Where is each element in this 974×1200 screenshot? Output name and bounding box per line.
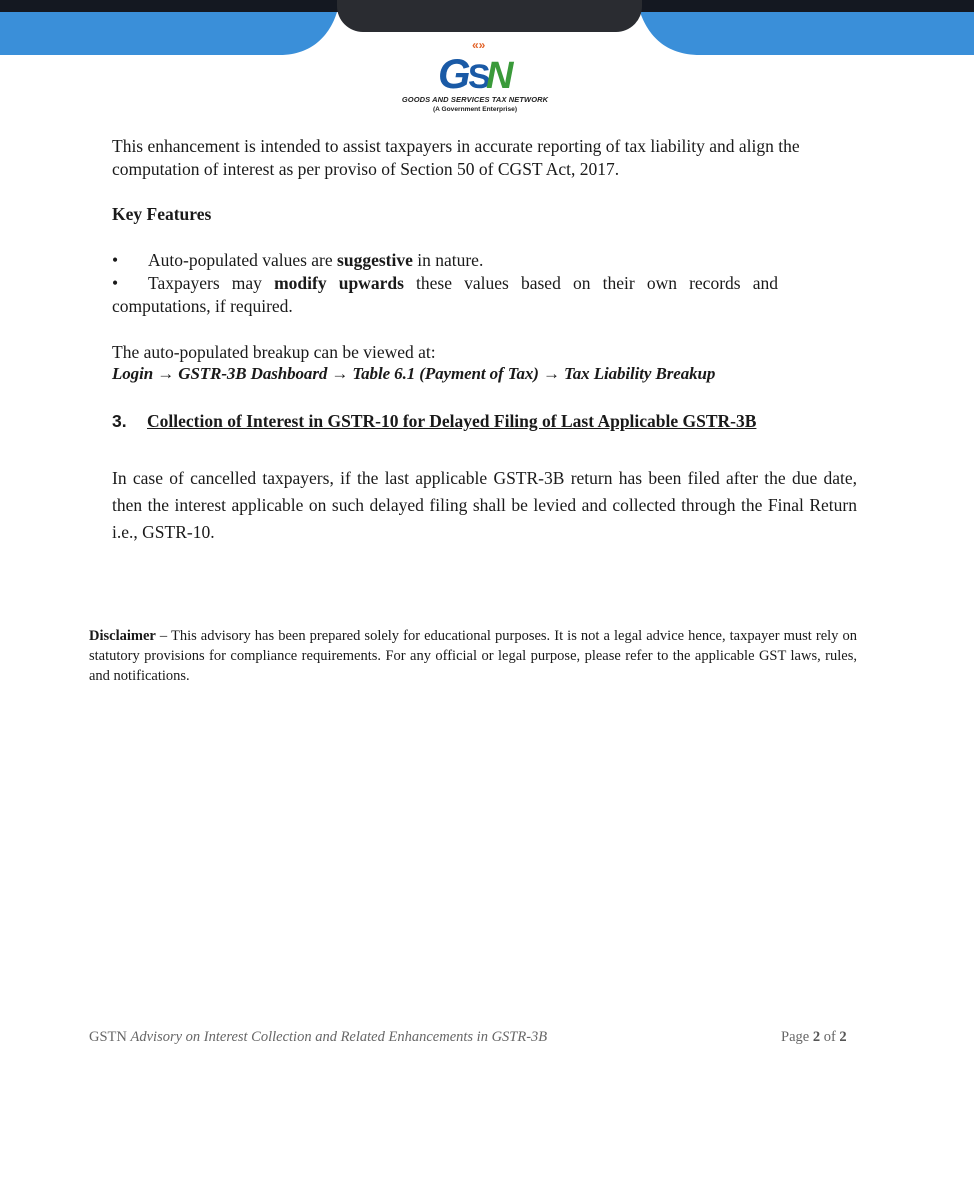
section-number: 3.	[112, 411, 127, 431]
svg-text:«»: «»	[472, 38, 486, 52]
page-current: 2	[812, 1029, 821, 1045]
section-title: Collection of Interest in GSTR-10 for Delayed Filing of Last Applicable GSTR-3B	[147, 411, 757, 431]
page-of: of	[823, 1029, 836, 1045]
breakup-intro: The auto-populated breakup can be viewed at:	[112, 342, 436, 362]
org-name: GOODS AND SERVICES TAX NETWORK	[401, 95, 549, 104]
gstn-logo	[395, 38, 555, 122]
footer-doc-title: Advisory on Interest Collection and Related Enhancements in GSTR-3B	[130, 1029, 548, 1045]
footer-org: GSTN	[89, 1029, 127, 1045]
list-item	[112, 249, 778, 272]
svg-text:N: N	[486, 55, 514, 92]
key-features-list	[112, 249, 778, 318]
svg-text:G: G	[438, 50, 471, 92]
item2-text-after: these values based on their own records and	[403, 273, 778, 293]
list-item	[112, 272, 778, 295]
gstn-logo-mark	[430, 38, 520, 92]
org-subtitle: (A Government Enterprise)	[432, 106, 518, 113]
page-total: 2	[839, 1029, 847, 1045]
section-3-heading	[112, 411, 756, 432]
item1-text-after: in nature.	[412, 250, 484, 270]
item1-bold: suggestive	[337, 250, 413, 270]
item2-bold: modify upwards	[274, 273, 404, 293]
disclaimer-text: – This advisory has been prepared solely for educational purposes. It is not a legal advice hence, taxpayer must rely on statutory provisions for compliance requirements. For any official or legal purpose, please refer to the applicable GST laws, rules, and notifications.	[89, 628, 857, 684]
bullet-icon: •	[112, 250, 119, 270]
item2-continuation: computations, if required.	[112, 296, 293, 316]
disclaimer-label: Disclaimer	[89, 628, 156, 644]
section-3-body: In case of cancelled taxpayers, if the last applicable GSTR-3B return has been filed after the due date, then the interest applicable on such delayed filing shall be levied and collected through the Final Return i.e., GSTR-10.	[112, 468, 857, 542]
device-notch	[337, 0, 642, 32]
page-label: Page	[781, 1029, 810, 1045]
footer-title	[89, 1029, 547, 1046]
svg-text:S: S	[468, 58, 491, 92]
item2-text-before: Taxpayers may	[148, 273, 275, 293]
page-number	[781, 1029, 847, 1046]
navigation-path: Login → GSTR-3B Dashboard → Table 6.1 (Payment of Tax) → Tax Liability Breakup	[112, 364, 716, 383]
key-features-heading: Key Features	[112, 204, 212, 224]
intro-paragraph: This enhancement is intended to assist taxpayers in accurate reporting of tax liability and align the computation of interest as per proviso of Section 50 of CGST Act, 2017.	[112, 136, 800, 179]
item1-text-before: Auto-populated values are	[148, 250, 338, 270]
bullet-icon: •	[112, 273, 119, 293]
disclaimer	[89, 626, 857, 686]
